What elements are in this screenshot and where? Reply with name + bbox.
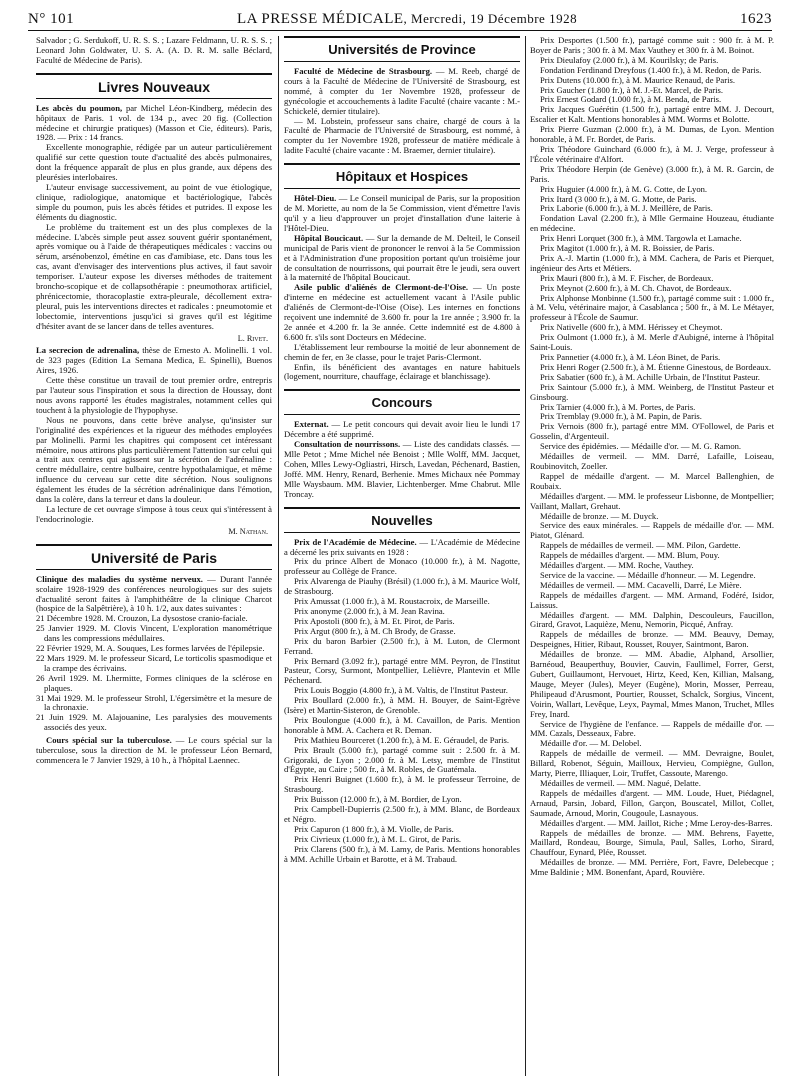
list-item: Prix Argut (800 fr.), à M. Ch Brody, de Grasse.	[294, 625, 456, 636]
book-review-2-signature: M. Nathan.	[228, 526, 268, 536]
nouvelles-head: Prix de l'Académie de Médecine.	[294, 536, 417, 547]
section-title-nouvelles: Nouvelles	[284, 507, 520, 533]
list-item: Médailles de bronze. — MM. Abadie, Alphand, Arsollier, Barnéoud, Beauperthuy, Bouvier, Cauvin, Faullimel, Forrer, Gerst, Gubert, Guillaumont, Hervouet, Hirtz, Keed, Ken, Killian, Malsang, Mauge, Meyer (Jules), Meyer (Eugène), Morin, Mosser, Perreau, Philipeaud d'Arusmont, Pourtier, Rousset, Schalck, Sorgius, Vincent, Voirin, Wallart, Levêque, Leyx, Paymal, Mmes Manon, Truchet, Mlles Frey, Inard.	[530, 649, 774, 719]
list-item: Rappel de médaille d'argent. — M. Marcel Ballenghien, de Roubaix.	[530, 470, 774, 491]
list-item: Prix Buisson (12.000 fr.), à M. Bordier, de Lyon.	[294, 794, 462, 805]
list-item: Prix Dutens (10.000 fr.), à M. Maurice Renaud, de Paris.	[540, 74, 735, 85]
list-item: Prix Vernois (800 fr.), partagé entre MM. O'Followel, de Paris et Gosselin, d'Argenteuil.	[530, 421, 774, 442]
list-item: Prix Théodore Guinchard (6.000 fr.), à M. J. Verge, professeur à l'École vétérinaire d'Alfort.	[530, 143, 774, 164]
list-item: Prix Itard (3 000 fr.), à M. G. Motte, de Paris.	[540, 193, 697, 204]
section-title-concours: Concours	[284, 389, 520, 415]
list-item: Fondation Ferdinand Dreyfous (1.400 fr.), à M. Redon, de Paris.	[540, 64, 762, 75]
clinique-head: Clinique des maladies du système nerveux.	[36, 573, 203, 584]
list-item: Rappels de médaille de vermeil. — MM. Devraigne, Boulet, Billard, Robenot, Séguin, Mailloux, Hervieu, Compiègne, Gullon, Marty, Pierre, Illiaquer, Loir, Truffet, Cassoute, Marengo.	[530, 748, 774, 779]
cours-text: — Le cours spécial sur la tuberculose, sous la direction de M. le professeur Léon Bernard, commencera le 7 Janvier 1929, à 10 h., à l'hôpital Laennec.	[36, 735, 272, 765]
list-item: Prix Alphonse Monbinne (1.500 fr.), partagé comme suit : 1.000 fr., à M. Velu, vétérinaire major, à Casablanca ; 500 fr., à M. Le Métayer, professeur à l'École de Saumur.	[530, 292, 774, 323]
concours-head-2: Consultation de nourrissons.	[294, 439, 401, 450]
book-entry-1	[36, 104, 272, 144]
list-item: Prix Pannetier (4.000 fr.), à M. Léon Binet, de Paris.	[540, 352, 721, 362]
book-review-2-p2: Nous ne pouvons, dans cette brève analyse, qu'insister sur l'originalité des expériences et la rigueur des méthodes employées par Molinelli. Parmi les chapitres qui composent cet intéressant mémoire, nous attirons plus particulièrement l'attention sur celui qui a trait aux centres qui agissent sur la sécrétion de l'adrénaline : centre médullaire, centre bulbaire, centre hypothalamique, et même influence du cerveau sur cette dite sécrétion. Nous soulignons également les études de la sécrétion adrénalinique dans l'émotion, dans la colère, dans la terreur et dans la douleur.	[36, 414, 272, 505]
list-item: Service des épidémies. — Médaille d'or. — M. G. Ramon.	[540, 441, 742, 452]
list-item: Rappels de médailles de bronze. — MM. Behrens, Fayette, Maillard, Rondeau, Bourge, Simula, Paul, Salles, Lorho, Sirard, Chauffour, Eynard, Plée, Rousset.	[530, 827, 774, 858]
hopital-paragraph-2	[284, 234, 520, 284]
hopital-text-2: — Sur la demande de M. Delteil, le Conseil municipal de Paris vient de prononcer le renvoi à la 5e Commission et à l'Administration d'une proposition portant qu'un troisième jour de consultation de nourrissons, qui pourrait être le jeudi, sera ouvert à la maternité de l'hôpital Boucicaut.	[284, 232, 520, 283]
list-item: Prix Boulongue (4.000 fr.), à M. Cavaillon, de Paris. Mention honorable à MM. A. Cachera et R. Deman.	[284, 714, 520, 735]
section-title-hopitaux: Hôpitaux et Hospices	[284, 163, 520, 189]
issue-number: N° 101	[28, 10, 75, 27]
list-item: Rappels de médailles d'argent. — MM. Blum, Pouy.	[540, 550, 720, 561]
province-paragraph-2: — M. Lobstein, professeur sans chaire, chargé de cours à la Faculté de Pharmacie de l'Université de Strasbourg, est nommé, à compter du 1er Novembre 1928, professeur de matière médicale à ladite Faculté (chaire vacante : M. Braemer, dernier titulaire).	[284, 115, 520, 156]
list-item: Prix Jacques Guérétin (1.500 fr.), partagé entre MM. J. Decourt, Escalier et Kalt. Mentions honorables à MM. Worms et Bolotte.	[530, 104, 774, 125]
list-item: Prix Pierre Guzman (2.000 fr.), à M. Dumas, de Lyon. Mention honorable, à M. Fr. Bordet, de Paris.	[530, 124, 774, 145]
book-review-2-p1: Cette thèse constitue un travail de tout premier ordre, entrepris par l'auteur sous l'inspiration et sous la direction de Houssay, dont nous avons rapporté les études magistrales, notamment celles qui touchent à la physiologie de l'hypophyse.	[36, 375, 272, 415]
list-item: 22 Mars 1929. M. le professeur Sicard, Le torticolis spasmodique et la crampe des écrivains.	[36, 652, 272, 673]
concours-paragraph-2	[284, 440, 520, 499]
list-item: Prix Boullard (2.000 fr.), à MM. H. Bouyer, de Saint-Egrève (Isère) et Martin-Sisteron, de Grenoble.	[284, 695, 520, 716]
book-review-1-signature: L. Rivet.	[237, 333, 268, 343]
page-header	[28, 8, 772, 31]
list-item: Prix Meynot (2.600 fr.), à M. Ch. Chavot, de Bordeaux.	[540, 282, 732, 293]
list-item: Prix Oulmont (1.000 fr.), à M. Merle d'Aubigné, interne à l'hôpital Saint-Louis.	[530, 332, 774, 353]
list-item: Prix Civrieux (1.000 fr.), à M. L. Girot, de Paris.	[294, 833, 462, 844]
prix-list-1	[284, 557, 520, 864]
list-item: Rappels de médailles d'argent. — MM. Loude, Huet, Piédagnel, Arnaud, Parsin, Jobard, Fillon, Garçon, Bouscatel, Millot, Collet, Saumade, Arnoud, Morin, Cougoule, Lasnayous.	[530, 787, 774, 818]
column-1	[36, 36, 272, 1076]
list-item: Prix Alvarenga de Piauhy (Brésil) (1.000 fr.), à M. Maurice Wolf, de Strasbourg.	[284, 576, 520, 597]
list-item: Prix Ernest Godard (1.000 fr.), à M. Benda, de Paris.	[540, 94, 722, 105]
list-item: Prix Tremblay (9.000 fr.), à M. Papin, de Paris.	[540, 411, 702, 422]
list-item: Prix du baron Barbier (2.500 fr.), à M. Luton, de Clermont Ferrand.	[284, 635, 520, 656]
intro-paragraph: Salvador ; G. Serdukoff, U. R. S. S. ; Lazare Feldmann, U. R. S. S. ; Leonard John Goldwater, U. S. A. (A. D. R. M. salle Béclard, Faculté de Médecine de Paris).	[36, 36, 272, 65]
list-item: Prix Mauri (800 fr.), à M. F. Fischer, de Bordeaux.	[540, 272, 714, 283]
list-item: 31 Mai 1929. M. le professeur Strohl, L'égersimètre et la mesure de la chronaxie.	[36, 692, 272, 713]
list-item: Rappels de médailles de vermeil. — MM. Pilon, Gardette.	[540, 540, 741, 551]
section-title-universite-paris: Université de Paris	[36, 544, 272, 570]
list-item: Prix Henri Lorquet (300 fr.), à MM. Targowla et Lamache.	[540, 233, 742, 244]
column-rule-2	[525, 36, 526, 1076]
hopital-head-2: Hôpital Boucicaut.	[294, 232, 364, 243]
list-item: Prix anonyme (2.000 fr.), à M. Jean Ravina.	[294, 605, 445, 616]
list-item: Prix Capuron (1 800 fr.), à M. Violle, de Paris.	[294, 823, 454, 834]
list-item: Médaille de bronze. — M. Duyck.	[540, 510, 659, 521]
hopital-head-1: Hôtel-Dieu.	[294, 193, 337, 204]
province-paragraph-1	[284, 67, 520, 117]
book-entry-2	[36, 346, 272, 376]
list-item: Prix Tarnier (4.000 fr.), à M. Portes, de Paris.	[540, 401, 696, 412]
list-item: Fondation Laval (2.200 fr.), à Mlle Germaine Houzeau, étudiante en médecine.	[530, 213, 774, 234]
issue-date: , Mercredi, 19 Décembre 1928	[403, 10, 578, 26]
concours-head-1: Externat.	[294, 419, 329, 430]
list-item: Prix A.-J. Martin (1.000 fr.), à MM. Cachera, de Paris et Pierquet, ingénieur des Arts et Métiers.	[530, 252, 774, 273]
list-item: Prix Campbell-Dupierris (2.500 fr.), à MM. Blanc, de Bordeaux et Négro.	[284, 804, 520, 824]
concours-text-1: — Le petit concours qui devait avoir lieu le lundi 17 Décembre a été supprimé.	[284, 419, 520, 440]
list-item: Prix Clarens (500 fr.), à M. Lamy, de Paris. Mentions honorables à MM. Achille Urbain et Barotte, et à M. Trabaud.	[284, 843, 520, 864]
hopital-paragraph-3	[284, 283, 520, 342]
list-item: Médailles de vermeil. — MM. Cacavelli, Darré, Le Mière.	[540, 579, 742, 590]
journal-title-line	[237, 11, 577, 28]
list-item: Prix Brault (5.000 fr.), partagé comme suit : 2.500 fr. à M. Grigoraki, de Lyon ; 2.000 fr. à M. Letsy, membre de l'Institut d'Égypte, au Caire ; 500 fr., à M. Robles, de Guatémala.	[284, 744, 520, 775]
cours-head: Cours spécial sur la tuberculose.	[46, 735, 172, 746]
list-item: Prix Dieulafoy (2.000 fr.), à M. Kourilsky; de Paris.	[540, 54, 719, 65]
list-item: Prix Sabatier (600 fr.), à M. Achille Urbain, de l'Institut Pasteur.	[540, 371, 760, 382]
list-item: Prix Théodore Herpin (de Genève) (3.000 fr.), à M. R. Garcin, de Paris.	[530, 163, 774, 184]
list-item: Prix Louis Boggio (4.800 fr.), à M. Valtis, de l'Institut Pasteur.	[294, 685, 508, 696]
list-item: Prix Apostoli (800 fr.), à M. Et. Pirot, de Paris.	[294, 615, 455, 626]
province-head-1: Faculté de Médecine de Strasbourg.	[294, 66, 433, 76]
province-text-1: — M. Reeb, chargé de cours à la Faculté de Médecine de l'Université de Strasbourg, est nommé, à compter du 1er Novembre 1928, professeur de gynécologie et accouchements à ladite Faculté (chaire vacante : M.-Schickelé, dernier titulaire).	[284, 66, 520, 116]
hopital-text-3: — Un poste d'interne en médecine est actuellement vacant à l'Asile public d'aliénés de Clermont-de-l'Oise (Oise). Les internes en fonctions reçoivent une indemnité de 3.600 fr. pour la 1re année ; 3.900 fr. la 2e année et 4.200 fr. la 3e année. Cette indemnité est de 4.800 à 6.600 fr. s'ils sont Docteurs en Médecine.	[284, 282, 520, 342]
list-item: Médailles de bronze. — MM. Perrière, Fort, Favre, Delebecque ; Mme Baldinie ; MM. Bonenfant, Apard, Rouvière.	[530, 857, 774, 878]
concours-paragraph-1	[284, 420, 520, 440]
list-item: Médaille d'or. — M. Delobel.	[540, 738, 642, 749]
nouvelles-intro	[284, 538, 520, 558]
list-item: Service des eaux minérales. — Rappels de médaille d'or. — MM. Piatot, Glénard.	[530, 520, 774, 541]
list-item: 25 Janvier 1929. M. Clovis Vincent, L'exploration manométrique dans les compressions médullaires.	[36, 623, 272, 644]
column-2	[284, 36, 520, 1076]
hopital-head-3: Asile public d'aliénés de Clermont-de-l'Oise.	[294, 282, 469, 293]
hopital-text-1: — Le Conseil municipal de Paris, sur la proposition de M. Moriette, au nom de la 5e Commission, vient d'émettre l'avis qu'il y a lieu d'approuver un projet d'installation d'une laiterie à l'Hôtel-Dieu.	[284, 193, 520, 233]
page-number: 1623	[739, 10, 772, 27]
book-review-1-p2: L'auteur envisage successivement, au point de vue étiologique, clinique, radiologique, anatomique et bactériologique, l'abcès simple du poumon, puis les abcès fétides et putrides. Il expose les éléments du diagnostic.	[36, 181, 272, 222]
list-item: Prix Saintour (5.000 fr.), à MM. Weinberg, de l'Institut Pasteur et Ginsbourg.	[530, 381, 774, 402]
list-item: 21 Décembre 1928. M. Crouzon, La dysostose cranio-faciale.	[36, 613, 248, 624]
list-item: Médailles d'argent. — MM. Dalphin, Descouleurs, Faucillon, Girard, Gravot, Laquièze, Menu, Nemorin, Picqué, Anfray.	[530, 609, 774, 630]
list-item: Prix Laborie (6.000 fr.), à M. J. Meillère, de Paris.	[540, 203, 713, 214]
cours-paragraph	[36, 736, 272, 766]
list-item: Médailles d'argent. — MM. Roche, Vauthey.	[540, 560, 694, 571]
list-item: Prix Huguier (4.000 fr.), à M. G. Cotte, de Lyon.	[540, 183, 708, 194]
hopital-paragraph-1	[284, 194, 520, 234]
list-item: Prix Bernard (3.092 fr.), partagé entre MM. Peyron, de l'Institut Pasteur, Corsy, Surmont, Montpellier, Lelièvre, Plantevin et Mlle Péchenard.	[284, 655, 520, 686]
list-item: Service de l'hygiène de l'enfance. — Rappels de médaille d'or. — MM. Cazals, Desseaux, Fabre.	[530, 718, 774, 739]
medailles-list	[530, 442, 774, 878]
conference-list	[36, 614, 272, 733]
clinique-paragraph	[36, 575, 272, 615]
nouvelles-intro-text: — L'Académie de Médecine a décerné les prix suivants en 1928 :	[284, 536, 520, 557]
hopital-paragraph-4: L'établissement leur rembourse la moitié de leur abonnement de chemin de fer, en 3e classe, pour le trajet Paris-Clermont.	[284, 341, 520, 362]
column-3	[530, 36, 774, 1076]
list-item: Prix du prince Albert de Monaco (10.000 fr.), à M. Nagotte, professeur au Collège de France.	[284, 556, 520, 577]
list-item: Rappels de médailles de bronze. — MM. Beauvy, Demay, Despeignes, Hitier, Ribaut, Rousset, Rouyer, Saintmont, Baron.	[530, 629, 774, 650]
book-ref-2: thèse de Ernesto A. Molinelli. 1 vol. de 323 pages (Edition La Semana Medica, E. Spinelli), Buenos Aires, 1926.	[36, 345, 272, 376]
book-ref-1: par Michel Léon-Kindberg, médecin des hôpitaux de Paris. 1 vol. de 134 p., avec 20 fig. (Collection médecine et chirurgie pratiques) (Masson et Cie, éditeurs). Paris, 1928. — Prix : 14 francs.	[36, 102, 272, 143]
list-item: Service de la vaccine. — Médaille d'honneur. — M. Legendre.	[540, 569, 756, 580]
list-item: Médailles d'argent. — MM. Jaillot, Riche ; Mme Leroy-des-Barres.	[540, 817, 773, 828]
column-rule-1	[278, 36, 279, 1076]
list-item: Prix Amussat (1.000 fr.), à M. Roustacroix, de Marseille.	[294, 596, 490, 607]
list-item: 21 Juin 1929. M. Alajouanine, Les paralysies des mouvements associés des yeux.	[36, 712, 272, 733]
hopital-paragraph-5: Enfin, ils bénéficient des avantages en nature habituels (logement, nourriture, chauffage, éclairage et blanchissage).	[284, 361, 520, 382]
section-title-universites-province: Universités de Province	[284, 36, 520, 62]
book-review-1-p3: Le problème du traitement est un des plus complexes de la médecine. L'abcès simple peut assez souvent guérir spontanément, après vomique ou à l'aide de thérapeutiques médicales : vaccins ou sérum, arsénobenzol, émétine en cas d'amibiase, etc. Dans tous les cas, avant d'envisager des interventions plus actives, il faut savoir temporiser. L'auteur expose les diverses méthodes de traitement broncho-scopique et de collapsothérapie : pneumothorax artificiel, phrénicectomie, thoracoplastie extra-pleurale, décollement extra-pleural, puis les interventions directes et radicales : pneumotomie et lobectomie, interventions jusqu'ici si graves qu'il est légitime d'hésiter avant de se lancer dans de telles aventures.	[36, 221, 272, 331]
clinique-text: — Durant l'année scolaire 1928-1929 des conférences neurologiques sur des sujets d'actualité seront faites à l'amphithéâtre de la clinique Charcot (hospice de la Salpêtrière), à 10 h. 1/2, aux dates suivantes :	[36, 573, 272, 614]
list-item: Prix Desportes (1.500 fr.), partagé comme suit : 900 fr. à M. P. Boyer de Paris ; 300 fr. à M. Max Vauthey et 300 fr. à M. Boinot.	[530, 36, 774, 55]
list-item: 22 Février 1929, M. A. Souques, Les formes larvées de l'épilepsie.	[36, 643, 265, 654]
concours-text-2: — Liste des candidats classés. — Mlle Petot ; Mme Michel née Benoist ; Mlle Wolff, MM. Jacquet, Cohen, Mlles Lewy-Ogliastri, Hirsch, Lavedan, Péchenard, Bastien, Joffé. MM. Henry, Renard, Berhenie. Mmes Michaux née Pommay Mlle Waysbaum. MM. Blavier, Lichtenberger. Mme Chabrut. Mlle Troncay.	[284, 439, 520, 499]
list-item: Prix Henri Buignet (1.600 fr.), à M. le professeur Terroine, de Strasbourg.	[284, 774, 520, 795]
list-item: Prix Gaucher (1.800 fr.), à M. J.-Et. Marcel, de Paris.	[540, 84, 724, 95]
list-item: Médailles d'argent. — MM. le professeur Lisbonne, de Montpellier; Vaillant, Mallart, Grehaut.	[530, 490, 774, 511]
list-item: Médailles de vermeil. — MM. Nagué, Delatte.	[540, 777, 701, 788]
list-item: Prix Henri Roger (2.500 fr.), à M. Étienne Ginestous, de Bordeaux.	[540, 361, 772, 372]
list-item: Médailles de vermeil. — MM. Darré, Lafaille, Loiseau, Roubinovitch, Zoeller.	[530, 451, 774, 471]
list-item: 26 Avril 1929. M. Lhermitte, Formes cliniques de la sclérose en plaques.	[36, 672, 272, 693]
book-title-1: Les abcès du poumon,	[36, 102, 123, 113]
list-item: Prix Nativelle (600 fr.), à MM. Hérissey et Cheymot.	[540, 322, 723, 333]
list-item: Prix Mathieu Bourceret (1.200 fr.), à M. E. Géraudel, de Paris.	[294, 734, 510, 745]
book-title-2: La secrecion de adrenalina,	[36, 345, 140, 356]
section-title-livres: Livres Nouveaux	[36, 73, 272, 99]
book-review-1-p1: Excellente monographie, rédigée par un auteur particulièrement qualifié sur cette question toute d'actualité des abcès pulmonaires, dont la fréquence apparaît de plus en plus grande, aux dépens des pleurésies interlobaires.	[36, 142, 272, 183]
list-item: Prix Magitot (1.000 fr.), à M. R. Boissier, de Paris.	[540, 243, 715, 254]
journal-name: LA PRESSE MÉDICALE	[237, 10, 404, 27]
prix-list-2	[530, 36, 774, 442]
book-review-2-p3: La lecture de cet ouvrage s'impose à tous ceux qui s'intéressent à l'endocrinologie.	[36, 503, 272, 524]
list-item: Rappels de médailles d'argent. — MM. Armand, Fodéré, Isidor, Laissus.	[530, 589, 774, 610]
